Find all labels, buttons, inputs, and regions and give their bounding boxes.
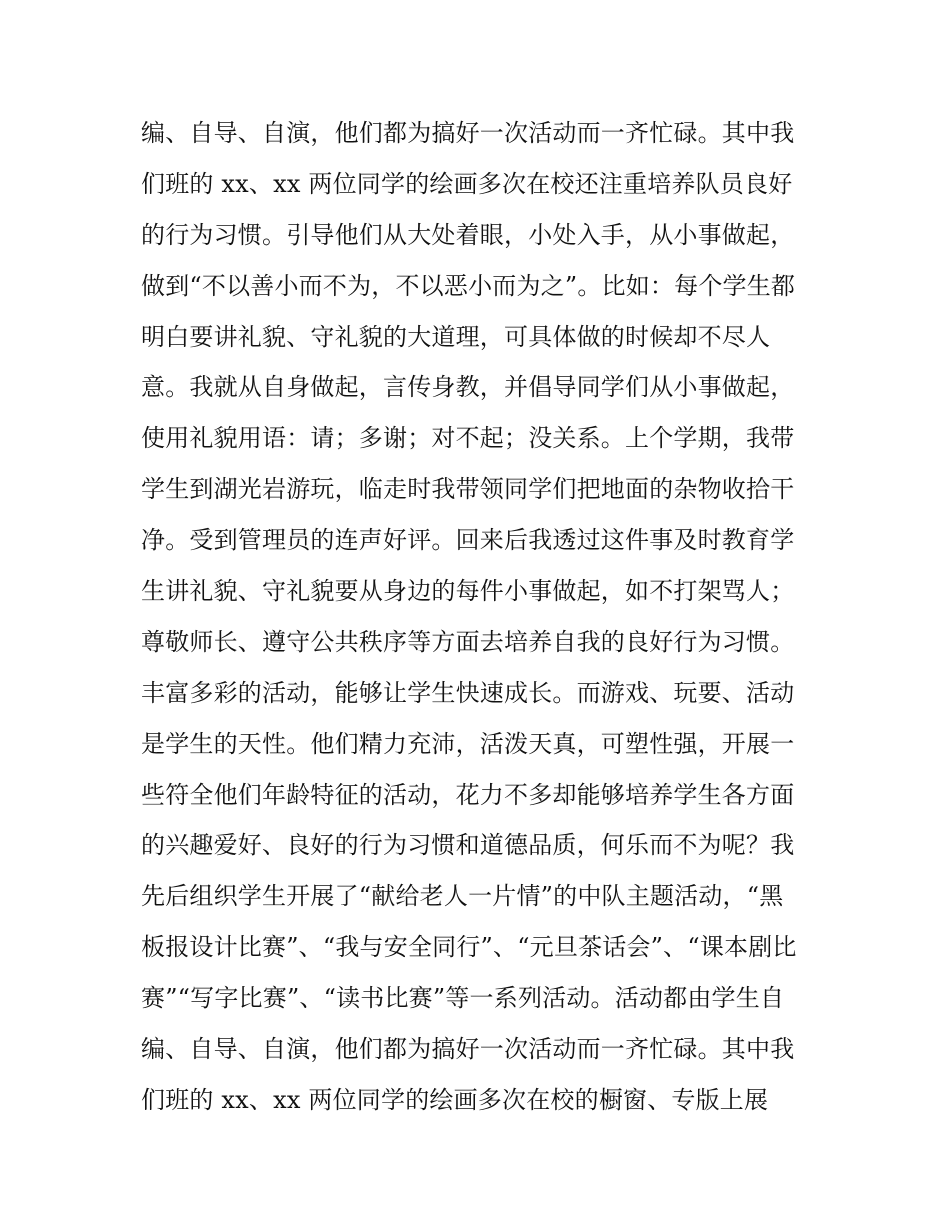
text-line: 尊敬师长、遵守公共秩序等方面去培养自我的良好行为习惯。: [141, 627, 795, 656]
text-line: 编、自导、自演，他们都为搞好一次活动而一齐忙碌。其中我: [141, 119, 795, 147]
text-line: 的行为习惯。引导他们从大处着眼，小处入手，从小事做起，: [141, 220, 795, 249]
text-line: 意。我就从自身做起，言传身教，并倡导同学们从小事做起，: [141, 373, 795, 402]
text-line: 明白要讲礼貌、守礼貌的大道理，可具体做的时候却不尽人: [141, 322, 771, 351]
text-line: 做到“不以善小而不为，不以恶小而为之”。比如：每个学生都: [141, 271, 796, 300]
text-line: 些符全他们年龄特征的活动，花力不多却能够培养学生各方面: [141, 780, 795, 809]
text-line: 净。受到管理员的连声好评。回来后我透过这件事及时教育学: [141, 526, 795, 555]
text-line: 使用礼貌用语：请；多谢；对不起；没关系。上个学期，我带: [141, 424, 795, 453]
document-body: [141, 108, 821, 1126]
text-line: 们班的 xx、xx 两位同学的绘画多次在校的橱窗、专版上展: [141, 1085, 769, 1114]
text-line: 生讲礼貌、守礼貌要从身边的每件小事做起，如不打架骂人；: [141, 577, 795, 606]
text-line: 的兴趣爱好、良好的行为习惯和道德品质，何乐而不为呢？我: [141, 831, 795, 860]
text-line: 赛”“写字比赛”、“读书比赛”等一系列活动。活动都由学生自: [141, 984, 785, 1013]
text-line: 学生到湖光岩游玩，临走时我带领同学们把地面的杂物收拾干: [141, 475, 795, 504]
text-line: 编、自导、自演，他们都为搞好一次活动而一齐忙碌。其中我: [141, 1035, 795, 1064]
text-line: 丰富多彩的活动，能够让学生快速成长。而游戏、玩要、活动: [141, 678, 795, 707]
text-line: 板报设计比赛”、“我与安全同行”、“元旦茶话会”、“课本剧比: [141, 933, 797, 962]
text-line: 先后组织学生开展了“献给老人一片情”的中队主题活动，“黑: [141, 882, 784, 911]
text-line: 们班的 xx、xx 两位同学的绘画多次在校还注重培养队员良好: [141, 169, 793, 198]
text-line: 是学生的天性。他们精力充沛，活泼天真，可塑性强，开展一: [141, 729, 795, 758]
